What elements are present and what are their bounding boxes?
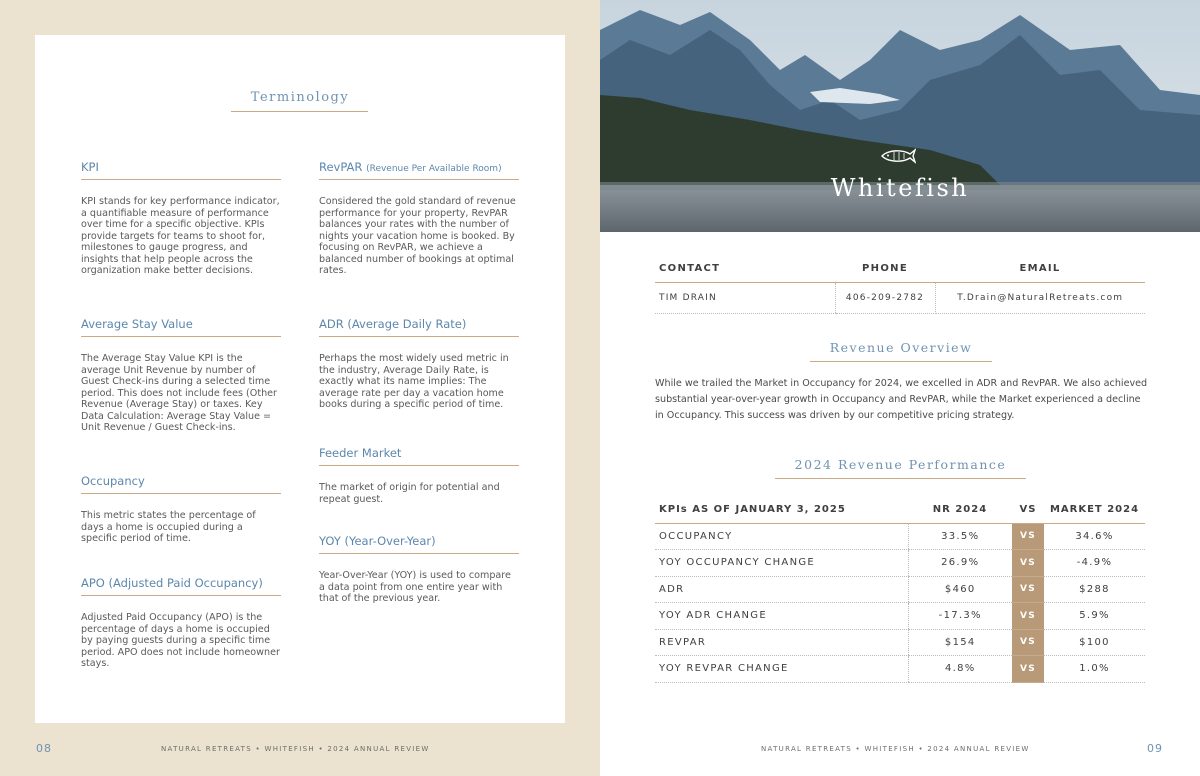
kpi-vs-badge: VS xyxy=(1012,603,1044,630)
term-body: The market of origin for potential and repeat guest. xyxy=(319,482,500,505)
contact-header-row xyxy=(655,256,1145,282)
term-body: Perhaps the most widely used metric in the industry, Average Daily Rate, is exactly what its name implies: The average rate per day a vacation home books during a specific period of time. xyxy=(319,353,509,410)
kpi-label: YOY REVPAR CHANGE xyxy=(655,656,908,683)
phone-header: PHONE xyxy=(835,256,935,282)
contact-email: T.Drain@NaturalRetreats.com xyxy=(935,282,1145,313)
kpi-row-yoy-adr xyxy=(655,603,1145,630)
contact-table xyxy=(655,256,1145,314)
kpi-table xyxy=(655,497,1145,683)
kpi-header-label: KPIs AS OF JANUARY 3, 2025 xyxy=(655,497,908,523)
kpi-label: REVPAR xyxy=(655,629,908,656)
page-number-left: 08 xyxy=(36,742,52,755)
revenue-overview-text: While we trailed the Market in Occupancy for 2024, we excelled in ADR and RevPAR. We also achieved substantial year-over-year growth in Occupancy and RevPAR, while the Market experienced a decline in Occupancy. This success was driven by our competitive pricing strategy. xyxy=(655,378,1148,421)
term-occupancy xyxy=(81,474,281,545)
term-title-sub: (Revenue Per Available Room) xyxy=(366,164,502,174)
term-body: This metric states the percentage of days a home is occupied during a specific period of time. xyxy=(81,510,256,544)
kpi-label: OCCUPANCY xyxy=(655,523,908,550)
term-yoy xyxy=(319,534,519,605)
kpi-nr-value: 33.5% xyxy=(908,523,1012,550)
kpi-market-value: 5.9% xyxy=(1044,603,1145,630)
footer-right: NATURAL RETREATS • WHITEFISH • 2024 ANNUAL REVIEW xyxy=(761,745,1030,753)
term-title-main: RevPAR xyxy=(319,160,363,174)
kpi-nr-value: $154 xyxy=(908,629,1012,656)
kpi-nr-value: 4.8% xyxy=(908,656,1012,683)
term-apo xyxy=(81,576,281,670)
kpi-row-yoy-revpar xyxy=(655,656,1145,683)
footer-left: NATURAL RETREATS • WHITEFISH • 2024 ANNUAL REVIEW xyxy=(161,745,430,753)
performance-title: 2024 Revenue Performance xyxy=(794,457,1007,472)
kpi-header-row xyxy=(655,497,1145,523)
kpi-header-nr: NR 2024 xyxy=(908,497,1012,523)
contact-phone: 406-209-2782 xyxy=(835,282,935,313)
email-header: EMAIL xyxy=(935,256,1145,282)
hero-title: Whitefish xyxy=(830,174,970,202)
contact-name: TIM DRAIN xyxy=(655,282,835,313)
term-revpar xyxy=(319,160,519,277)
kpi-vs-badge: VS xyxy=(1012,550,1044,577)
kpi-market-value: $288 xyxy=(1044,576,1145,603)
kpi-vs-badge: VS xyxy=(1012,629,1044,656)
kpi-row-yoy-occupancy xyxy=(655,550,1145,577)
term-body: KPI stands for key performance indicator, a quantifiable measure of performance over time for a specific objective. KPIs provide targets for teams to shoot for, milestones to gauge progress, and insights that help people across the organization make better decisions. xyxy=(81,196,280,276)
term-body: Adjusted Paid Occupancy (APO) is the percentage of days a home is occupied by paying guests during a specific time period. APO does not include homeowner stays. xyxy=(81,612,280,669)
kpi-nr-value: -17.3% xyxy=(908,603,1012,630)
term-body: Considered the gold standard of revenue performance for your property, RevPAR balances your rates with the number of nights your vacation home is booked. By focusing on RevPAR, we achieve a balanced number of bookings at optimal rates. xyxy=(319,196,516,276)
revenue-overview-rule xyxy=(810,361,992,362)
terminology-rule xyxy=(231,111,368,112)
kpi-label: YOY ADR CHANGE xyxy=(655,603,908,630)
kpi-market-value: $100 xyxy=(1044,629,1145,656)
kpi-vs-badge: VS xyxy=(1012,576,1044,603)
page-number-right: 09 xyxy=(1147,742,1163,755)
contact-row xyxy=(655,282,1145,313)
kpi-vs-badge: VS xyxy=(1012,523,1044,550)
kpi-market-value: 1.0% xyxy=(1044,656,1145,683)
kpi-vs-badge: VS xyxy=(1012,656,1044,683)
term-title xyxy=(319,160,519,180)
contact-header: CONTACT xyxy=(655,256,835,282)
term-title: APO (Adjusted Paid Occupancy) xyxy=(81,576,281,596)
kpi-label: ADR xyxy=(655,576,908,603)
term-title: Feeder Market xyxy=(319,446,519,466)
term-title: YOY (Year-Over-Year) xyxy=(319,534,519,554)
term-feeder-market xyxy=(319,446,519,505)
kpi-row-revpar xyxy=(655,629,1145,656)
term-title: KPI xyxy=(81,160,281,180)
kpi-row-adr xyxy=(655,576,1145,603)
kpi-nr-value: 26.9% xyxy=(908,550,1012,577)
term-kpi xyxy=(81,160,281,277)
kpi-header-market: MARKET 2024 xyxy=(1044,497,1145,523)
kpi-nr-value: $460 xyxy=(908,576,1012,603)
term-body: The Average Stay Value KPI is the average Unit Revenue by number of Guest Check-ins during a selected time period. This does not include fees (Other Revenue (Average Stay) or taxes. Key Data Calculation: Average Stay Value = Unit Revenue / Guest Check-ins. xyxy=(81,353,278,433)
kpi-market-value: 34.6% xyxy=(1044,523,1145,550)
kpi-label: YOY OCCUPANCY CHANGE xyxy=(655,550,908,577)
terminology-title: Terminology xyxy=(250,90,350,105)
kpi-row-occupancy xyxy=(655,523,1145,550)
kpi-market-value: -4.9% xyxy=(1044,550,1145,577)
revenue-overview-title: Revenue Overview xyxy=(829,340,973,355)
term-average-stay-value xyxy=(81,317,281,434)
performance-rule xyxy=(775,478,1026,479)
kpi-header-vs: VS xyxy=(1012,497,1044,523)
term-title: Average Stay Value xyxy=(81,317,281,337)
term-adr xyxy=(319,317,519,411)
fish-logo-icon xyxy=(880,148,916,164)
term-title: ADR (Average Daily Rate) xyxy=(319,317,519,337)
term-title: Occupancy xyxy=(81,474,281,494)
term-body: Year-Over-Year (YOY) is used to compare a data point from one entire year with that of the previous year. xyxy=(319,570,511,604)
